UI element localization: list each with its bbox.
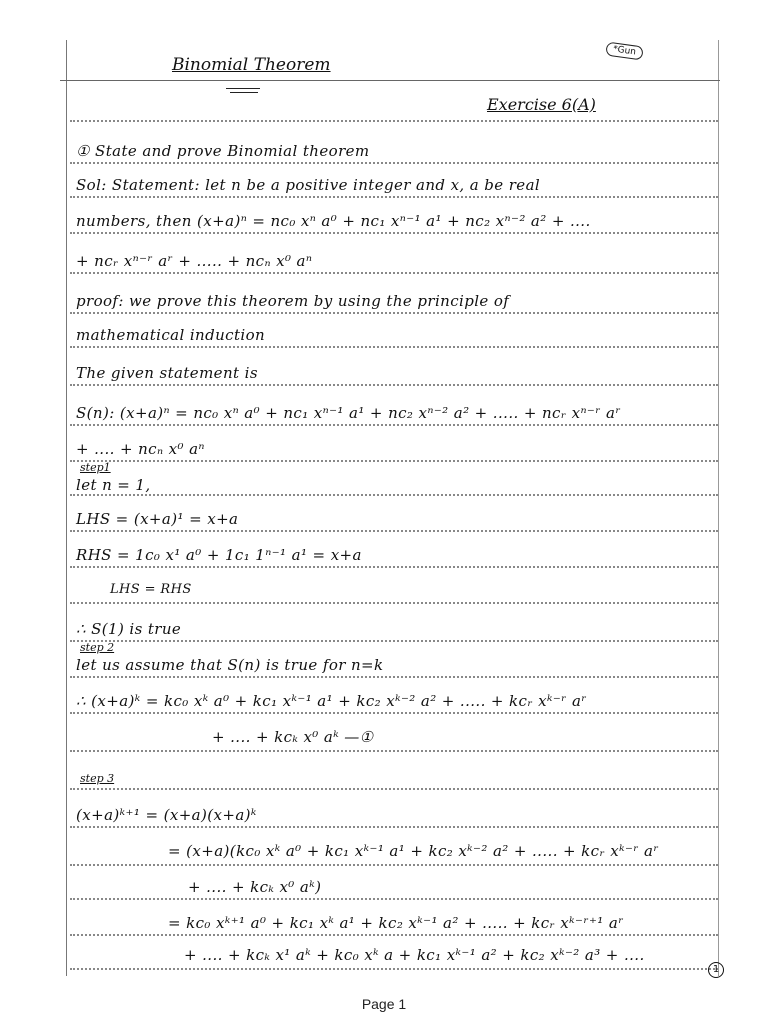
ruled-line (70, 494, 718, 496)
step-1-label: step1 (80, 461, 111, 474)
sk-line-2: + .... + kcₖ x⁰ aᵏ —① (212, 728, 374, 746)
ruled-line (70, 424, 718, 426)
step-3-label: step 3 (80, 772, 115, 785)
ruled-line (70, 120, 718, 122)
ruled-line (70, 676, 718, 678)
ruled-line (70, 788, 718, 790)
proof-line-2: mathematical induction (76, 326, 266, 344)
ruled-line (70, 162, 718, 164)
s1-true: ∴ S(1) is true (76, 620, 182, 638)
expansion-line-4: = kc₀ xᵏ⁺¹ a⁰ + kc₁ xᵏ a¹ + kc₂ xᵏ⁻¹ a² + ..... + kcᵣ xᵏ⁻ʳ⁺¹ aʳ (168, 914, 624, 932)
expansion-line-1: (x+a)ᵏ⁺¹ = (x+a)(x+a)ᵏ (76, 806, 257, 824)
expansion-line-5: + .... + kcₖ x¹ aᵏ + kc₀ xᵏ a + kc₁ xᵏ⁻¹ a² + kc₂ xᵏ⁻² a³ + .... (184, 946, 645, 964)
exercise-heading: Exercise 6(A) (487, 95, 596, 114)
ruled-line (70, 384, 718, 386)
assume-line: let us assume that S(n) is true for n=k (76, 656, 384, 674)
ruled-line (70, 864, 718, 866)
proof-line-1: proof: we prove this theorem by using the principle of (76, 292, 510, 310)
ruled-line (70, 312, 718, 314)
ruled-line (70, 712, 718, 714)
ruled-line (70, 460, 718, 462)
lhs-line: LHS = (x+a)¹ = x+a (76, 510, 239, 528)
solution-statement: Sol: Statement: let n be a positive integer and x, a be real (76, 176, 541, 194)
expansion-line-3: + .... + kcₖ x⁰ aᵏ) (188, 878, 322, 896)
ruled-line (70, 566, 718, 568)
step-2-label: step 2 (80, 641, 115, 654)
expansion-line-2: = (x+a)(kc₀ xᵏ a⁰ + kc₁ xᵏ⁻¹ a¹ + kc₂ xᵏ⁻² a² + ..... + kcᵣ xᵏ⁻ʳ aʳ (168, 842, 660, 860)
lhs-equals-rhs: LHS = RHS (110, 582, 192, 597)
title-underline-mark (226, 88, 260, 89)
question-1: ① State and prove Binomial theorem (76, 142, 370, 160)
ruled-line (70, 898, 718, 900)
ruled-line (70, 346, 718, 348)
ruled-line (70, 750, 718, 752)
right-margin-line (718, 40, 719, 976)
header-rule (60, 80, 720, 81)
rhs-line: RHS = 1c₀ x¹ a⁰ + 1c₁ 1ⁿ⁻¹ a¹ = x+a (76, 546, 362, 564)
statement-line-3: + ncᵣ xⁿ⁻ʳ aʳ + ..... + ncₙ x⁰ aⁿ (76, 252, 313, 270)
stamp: *Gun (605, 42, 643, 61)
sk-line-1: ∴ (x+a)ᵏ = kc₀ xᵏ a⁰ + kc₁ xᵏ⁻¹ a¹ + kc₂ xᵏ⁻² a² + ..... + kcᵣ xᵏ⁻ʳ aʳ (76, 692, 587, 710)
page-title: Binomial Theorem (172, 55, 331, 75)
ruled-line (70, 826, 718, 828)
let-n-1: let n = 1, (76, 476, 151, 494)
sn-line-1: S(n): (x+a)ⁿ = nc₀ xⁿ a⁰ + nc₁ xⁿ⁻¹ a¹ + nc₂ xⁿ⁻² a² + ..... + ncᵣ xⁿ⁻ʳ aʳ (76, 404, 621, 422)
sn-line-2: + .... + ncₙ x⁰ aⁿ (76, 440, 205, 458)
ruled-line (70, 640, 718, 642)
ruled-line (70, 196, 718, 198)
ruled-line (70, 232, 718, 234)
given-statement: The given statement is (76, 364, 258, 382)
page-label: Page 1 (361, 996, 407, 1012)
ruled-line (70, 530, 718, 532)
statement-line-2: numbers, then (x+a)ⁿ = nc₀ xⁿ a⁰ + nc₁ xⁿ⁻¹ a¹ + nc₂ xⁿ⁻² a² + .... (76, 212, 591, 230)
ruled-line (70, 602, 718, 604)
circled-page-number: 1 (708, 962, 724, 978)
margin-line (66, 40, 67, 976)
ruled-line (70, 934, 718, 936)
title-underline-mark (230, 92, 258, 93)
ruled-line (70, 272, 718, 274)
ruled-line (70, 968, 718, 970)
